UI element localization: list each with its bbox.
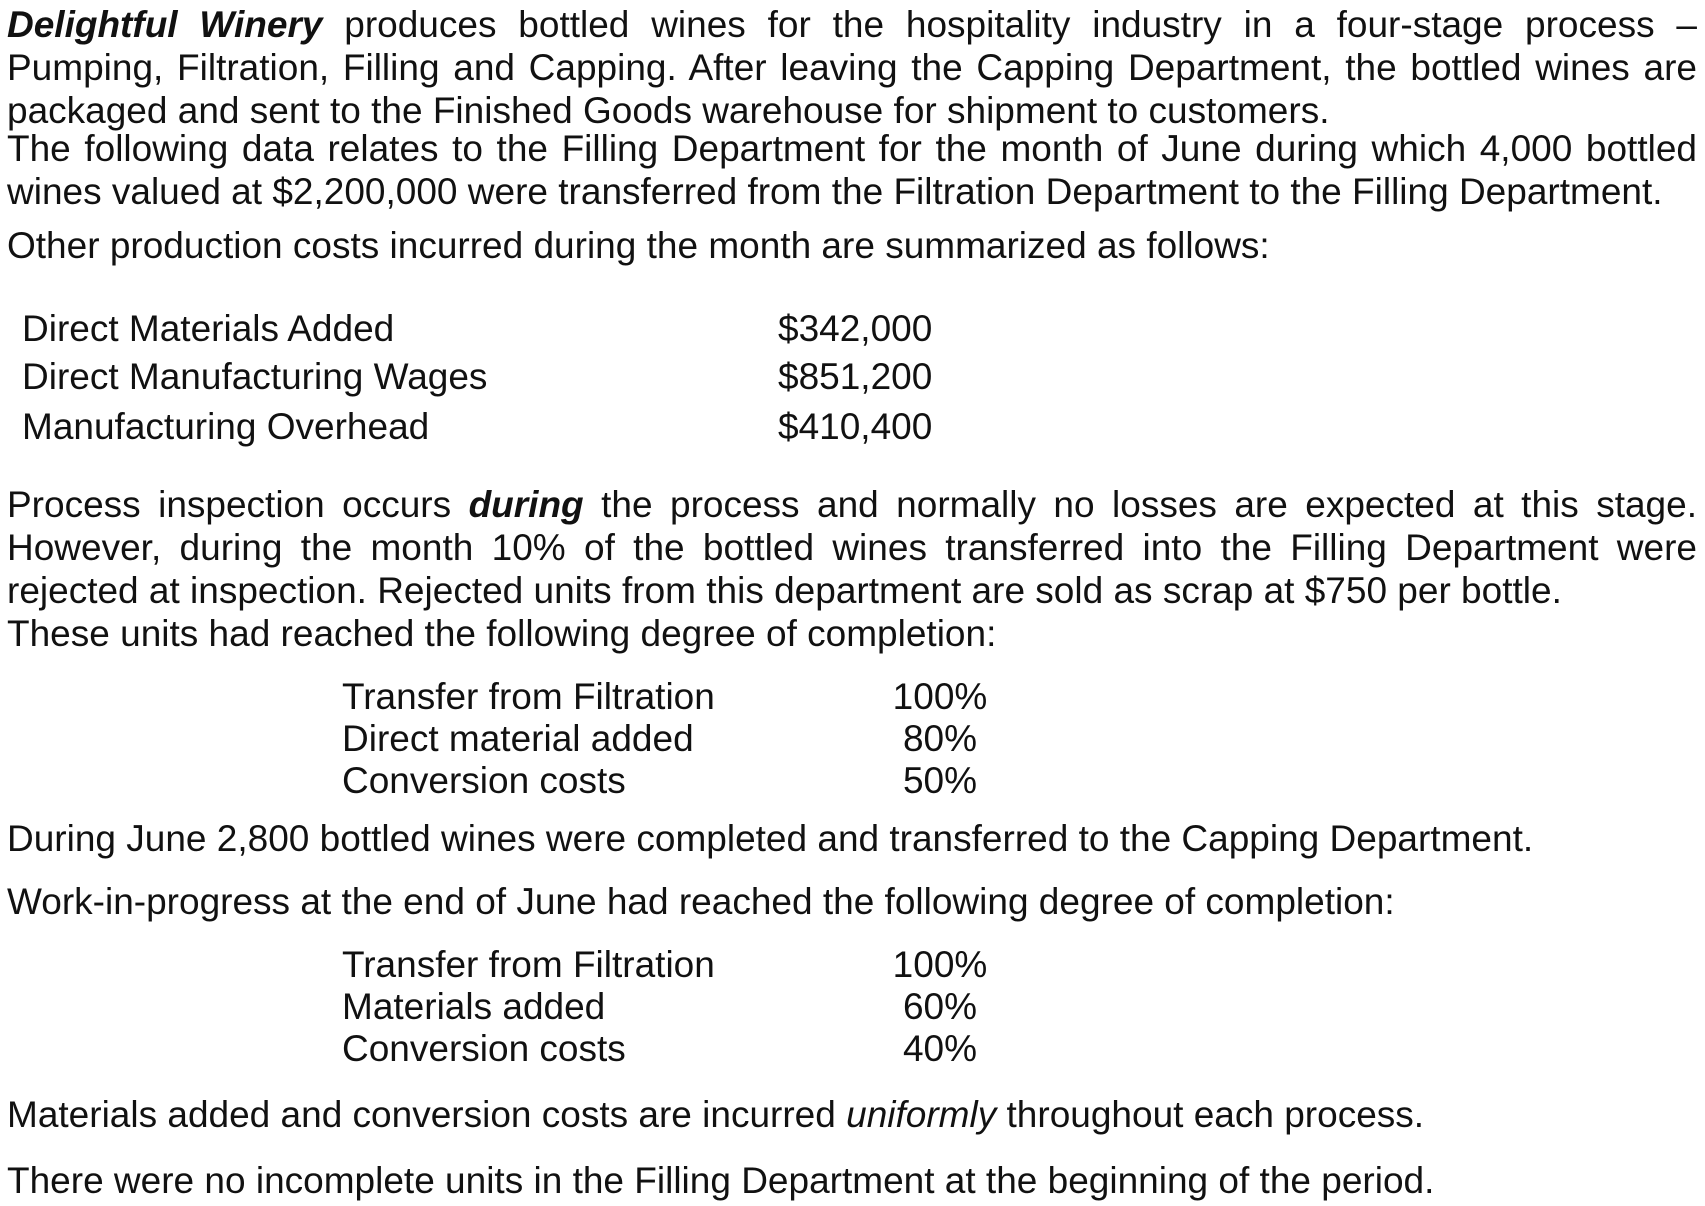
completion-label: Materials added — [342, 986, 606, 1027]
completion-value: 80% — [902, 718, 978, 759]
completion-value: 100% — [892, 944, 988, 985]
inspection-text-part1: Process inspection occurs — [7, 484, 469, 525]
uniform-text-part1: Materials added and conversion costs are incurred — [7, 1094, 847, 1135]
completion-label: Direct material added — [342, 718, 694, 759]
cost-label: Direct Materials Added — [22, 308, 395, 349]
inspection-paragraph — [7, 483, 1697, 612]
other-costs-intro: Other production costs incurred during the month are summarized as follows: — [7, 225, 1270, 266]
completed-paragraph: During June 2,800 bottled wines were completed and transferred to the Capping Department. — [7, 818, 1534, 859]
completion-label: Transfer from Filtration — [342, 944, 715, 985]
completion-value: 50% — [902, 760, 978, 801]
cost-label: Direct Manufacturing Wages — [22, 356, 488, 397]
cost-label: Manufacturing Overhead — [22, 406, 430, 447]
cost-value: $851,200 — [778, 356, 933, 397]
completion-value: 60% — [902, 986, 978, 1027]
no-incomplete-paragraph: There were no incomplete units in the Filling Department at the beginning of the period. — [7, 1160, 1435, 1201]
company-name: Delightful Winery — [7, 4, 323, 45]
intro-paragraph — [7, 3, 1697, 132]
completion-label: Conversion costs — [342, 760, 626, 801]
cost-value: $342,000 — [778, 308, 933, 349]
completion-label: Conversion costs — [342, 1028, 626, 1069]
transfer-paragraph: The following data relates to the Filling Department for the month of June during which 4,000 bottled wines valued at $2,200,000 were transferred from the Filtration Department to the Filling Department. — [7, 128, 1697, 212]
completion-value: 100% — [892, 676, 988, 717]
inspection-emphasis: during — [468, 484, 584, 525]
inspection-text-part2: the process and normally no losses are expected at this stage. However, during the month 10% of the bottled wines transferred into the Filling Department were rejected at inspection. Rejected units from this department are sold as scrap at $750 per bottle. — [7, 484, 1697, 611]
uniform-paragraph — [7, 1093, 1697, 1136]
completion-value: 40% — [902, 1028, 978, 1069]
inspection-line-completion: These units had reached the following degree of completion: — [7, 613, 997, 654]
uniform-text-part2: throughout each process. — [996, 1094, 1425, 1135]
intro-text: produces bottled wines for the hospitality industry in a four-stage process – Pumping, Filtration, Filling and Capping. After leaving the Capping Department, the bottled wines are packaged and sent to the Finished Goods warehouse for shipment to customers. — [7, 4, 1697, 131]
wip-intro: Work-in-progress at the end of June had reached the following degree of completion: — [7, 881, 1395, 922]
cost-value: $410,400 — [778, 406, 933, 447]
uniform-emphasis: uniformly — [846, 1094, 997, 1135]
completion-label: Transfer from Filtration — [342, 676, 715, 717]
